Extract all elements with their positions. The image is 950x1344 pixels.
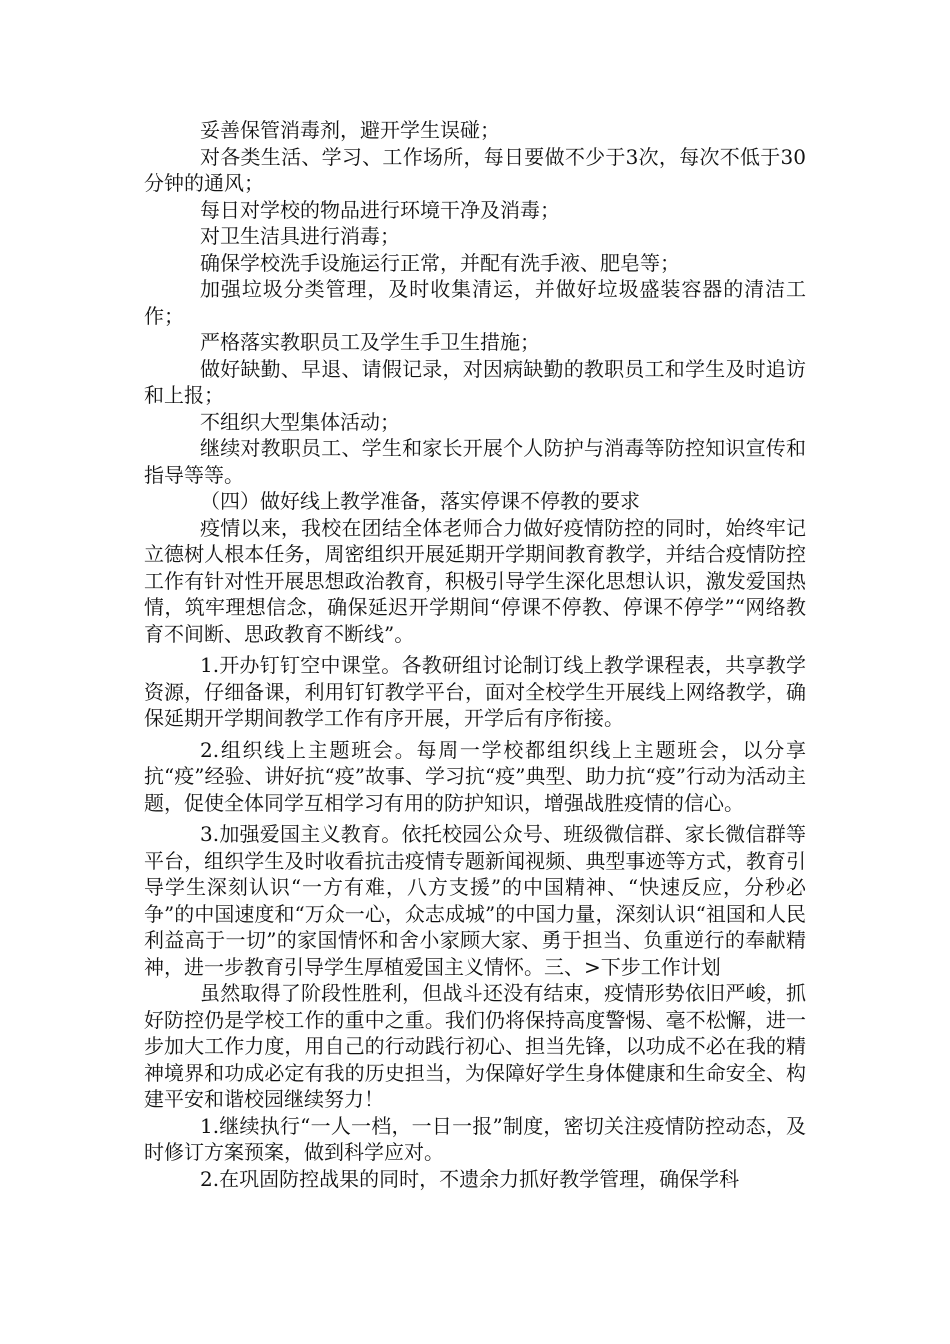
- section-heading-online-teaching: （四）做好线上教学准备，落实停课不停教的要求: [200, 489, 640, 513]
- paragraph-no-large-events: 不组织大型集体活动；: [200, 409, 400, 434]
- paragraph-item-class-meeting: 2.组织线上主题班会。每周一学校都组织线上主题班会，以分享抗“疫”经验、讲好抗“疫”故事、学习抗“疫”典型、助力抗“疫”行动为活动主题，促使全体同学互相学习有用的防护知识，增强战胜疫情的信心。: [144, 737, 806, 815]
- paragraph-item-patriotism: 3.加强爱国主义教育。依托校园公众号、班级微信群、家长微信群等平台，组织学生及时收看抗击疫情专题新闻视频、典型事迹等方式，教育引导学生深刻认识“一方有难，八方支援”的中国精神、“快速反应，分秒必争”的中国速度和“万众一心，众志成城”的中国力量，深刻认识“祖国和人民利益高于一切”的家国情怀和舍小家顾大家、勇于担当、负重逆行的奉献精神，进一步教育引导学生厚植爱国主义情怀。三、>下步工作计划: [144, 822, 806, 979]
- paragraph-since-epidemic: 疫情以来，我校在团结全体老师合力做好疫情防控的同时，始终牢记立德树人根本任务，周密组织开展延期开学期间教育教学，并结合疫情防控工作有针对性开展思想政治教育，积极引导学生深化思想认识，激发爱国热情，筑牢理想信念，确保延迟开学期间“停课不停教、停课不停学”“网络教育不间断、思政教育不断线”。: [144, 515, 806, 646]
- paragraph-prevention-education: 继续对教职员工、学生和家长开展个人防护与消毒等防控知识宣传和指导等等。: [144, 436, 806, 487]
- paragraph-garbage-sorting: 加强垃圾分类管理，及时收集清运，并做好垃圾盛装容器的清洁工作；: [144, 277, 806, 328]
- paragraph-item-teaching-management: 2.在巩固防控战果的同时，不遗余力抓好教学管理，确保学科: [200, 1166, 740, 1191]
- paragraph-store-disinfectant: 妥善保管消毒剂，避开学生误碰；: [200, 118, 500, 142]
- paragraph-sanitary-ware: 对卫生洁具进行消毒；: [200, 224, 400, 248]
- paragraph-handwashing-facilities: 确保学校洗手设施运行正常，并配有洗手液、肥皂等；: [200, 250, 680, 275]
- paragraph-ventilation: 对各类生活、学习、工作场所，每日要做不少于3次，每次不低于30分钟的通风；: [144, 144, 806, 195]
- paragraph-hand-hygiene: 严格落实教职员工及学生手卫生措施；: [200, 330, 540, 354]
- paragraph-absence-records: 做好缺勤、早退、请假记录，对因病缺勤的教职员工和学生及时追访和上报；: [144, 356, 806, 407]
- paragraph-item-one-person-one-file: 1.继续执行“一人一档，一日一报”制度，密切关注疫情防控动态，及时修订方案预案，做到科学应对。: [144, 1113, 806, 1164]
- document-body: [144, 117, 806, 1192]
- paragraph-item-dingtalk-classroom: 1.开办钉钉空中课堂。各教研组讨论制订线上教学课程表，共享教学资源，仔细备课，利用钉钉教学平台，面对全校学生开展线上网络教学，确保延期开学期间教学工作有序开展，开学后有序衔接。: [144, 653, 806, 730]
- paragraph-daily-cleaning: 每日对学校的物品进行环境干净及消毒；: [200, 197, 560, 222]
- paragraph-next-steps-intro: 虽然取得了阶段性胜利，但战斗还没有结束，疫情形势依旧严峻，抓好防控仍是学校工作的重中之重。我们仍将保持高度警惕、毫不松懈，进一步加大工作力度，用自己的行动践行初心、担当先锋，以功成不必在我的精神境界和功成必定有我的历史担当，为保障好学生身体健康和生命安全、构建平安和谐校园继续努力！: [144, 981, 806, 1111]
